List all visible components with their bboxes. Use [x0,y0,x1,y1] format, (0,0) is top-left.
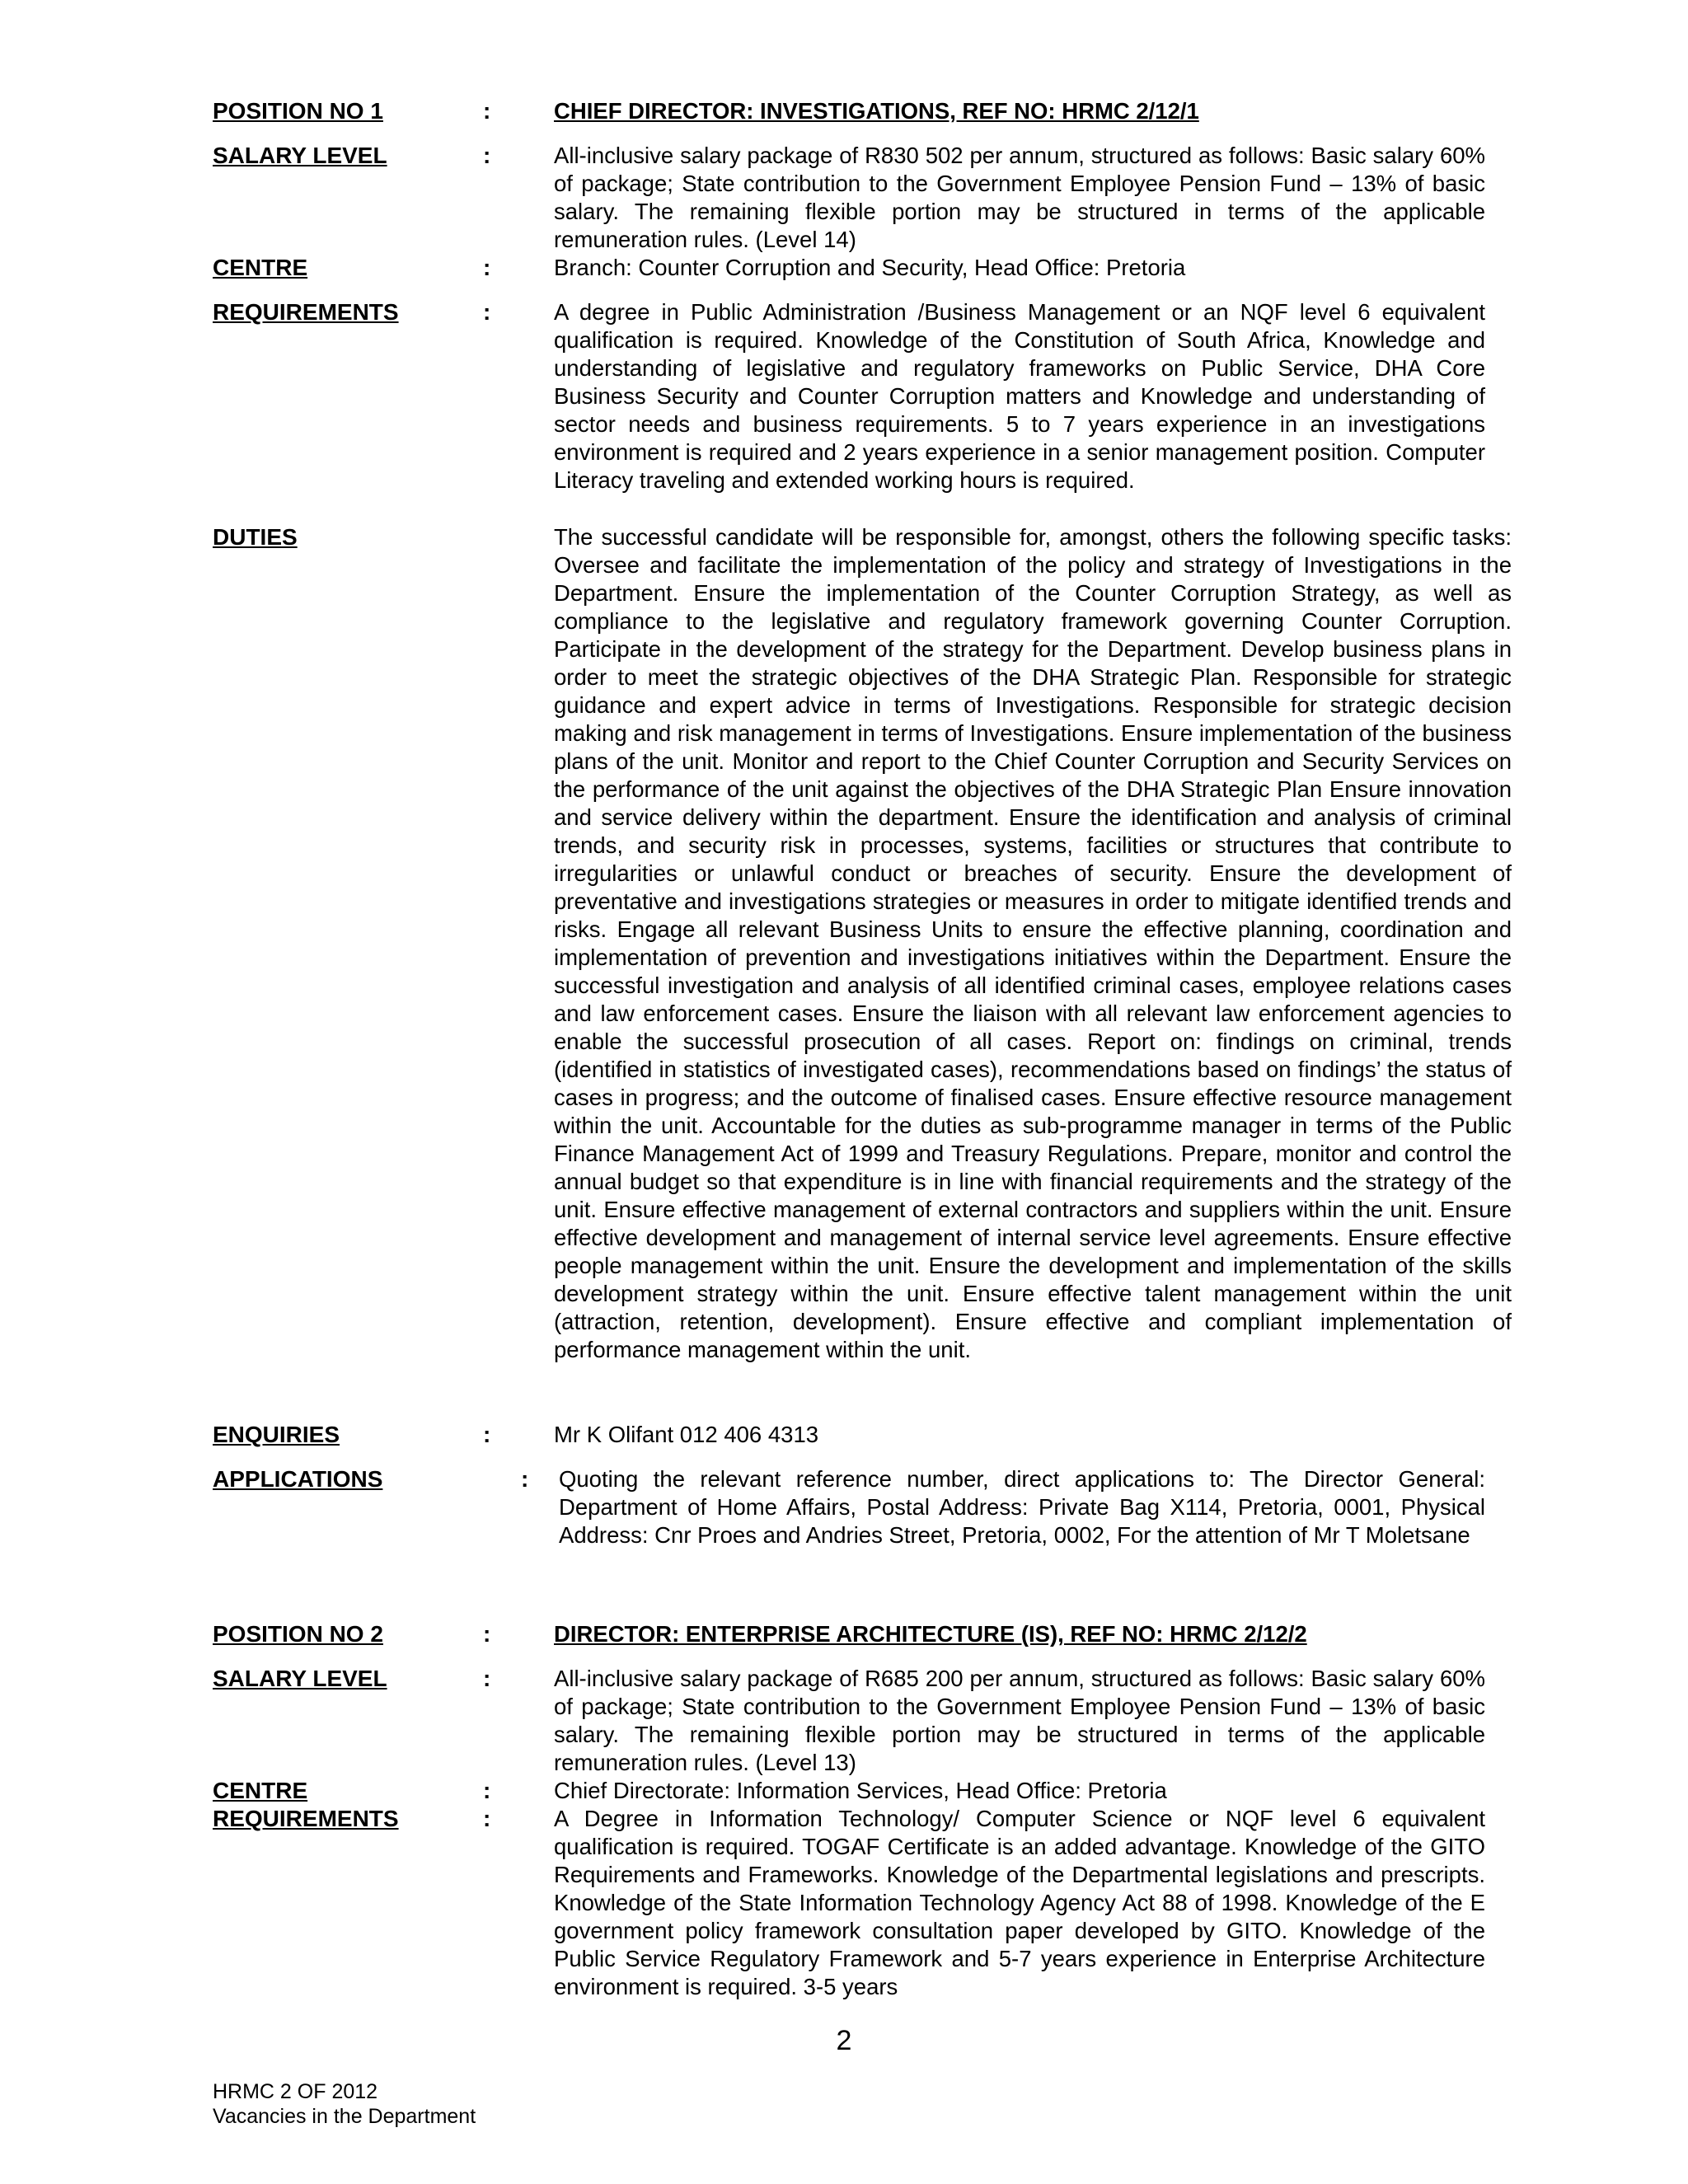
centre-value: Branch: Counter Corruption and Security, Head Office: Pretoria [554,255,1186,280]
position-2-title: DIRECTOR: ENTERPRISE ARCHITECTURE (IS), REF NO: HRMC 2/12/2 [554,1621,1307,1647]
duties-value: The successful candidate will be responsible for, amongst, others the following specific tasks: Oversee and facilitate the implementation of the policy and strategy of Investigations in the Department. Ensure the implementation of the Counter Corruption Strategy, as well as compliance to the legislative and regulatory framework governing Counter Corruption. Participate in the development of the strategy for the Department. Develop business plans in order to meet the strategic objectives of the DHA Strategic Plan. Responsible for strategic guidance and expert advice in terms of Investigations. Responsible for strategic decision making and risk management in terms of Investigations. Ensure implementation of the business plans of the unit. Monitor and report to the Chief Counter Corruption and Security Services on the performance of the unit against the objectives of the DHA Strategic Plan Ensure innovation and service delivery within the department. Ensure the identification and analysis of criminal trends, and security risk in processes, systems, facilities or structures that contribute to irregularities or unlawful conduct or breaches of security. Ensure the development of preventative and investigations strategies or measures in order to mitigate identified trends and risks. Engage all relevant Business Units to ensure the effective planning, coordination and implementation of prevention and investigations initiatives within the Department. Ensure the successful investigation and analysis of all identified criminal cases, employee relations cases and law enforcement cases. Ensure the liaison with all relevant law enforcement agencies to enable the successful prosecution of all cases. Report on: findings on criminal, trends (identified in statistics of investigated cases), recommendations based on findings’ the status of cases in progress; and the outcome of finalised cases. Ensure effective resource management within the unit. Accountable for the duties as sub-programme manager in terms of the Public Finance Management Act of 1999 and Treasury Regulations. Prepare, monitor and control the annual budget so that expenditure is in line with financial requirements and the strategy of the unit. Ensure effective management of external contractors and suppliers within the unit. Ensure effective development and management of internal service level agreements. Ensure effective people management within the unit. Ensure the development and implementation of the skills development strategy within the unit. Ensure effective talent management within the unit (attraction, retention, development). Ensure effective and compliant implementation of performance management within the unit. [554,524,1512,1362]
colon: : [483,143,491,168]
page-number: 2 [836,2025,852,2056]
applications-value: Quoting the relevant reference number, direct applications to: The Director General: Department of Home Affairs, Postal Address: Private Bag X114, Pretoria, 0001, Physical Address: Cnr Proes and Andries Street, Pretoria, 0002, For the attention of Mr T Moletsane [559,1466,1485,1548]
enquiries-value: Mr K Olifant 012 406 4313 [554,1422,819,1447]
footer-line-1: HRMC 2 OF 2012 [213,2080,378,2103]
colon: : [483,1422,491,1447]
salary-level-label: SALARY LEVEL [213,1666,387,1691]
colon: : [483,98,491,124]
requirements-label: REQUIREMENTS [213,299,399,325]
colon: : [483,1621,491,1647]
position-1-title: CHIEF DIRECTOR: INVESTIGATIONS, REF NO: HRMC 2/12/1 [554,98,1199,124]
position-2-label: POSITION NO 2 [213,1621,383,1647]
requirements-value: A Degree in Information Technology/ Computer Science or NQF level 6 equivalent qualification is required. TOGAF Certificate is an added advantage. Knowledge of the GITO Requirements and Frameworks. Knowledge of the Departmental legislations and prescripts. Knowledge of the State Information Technology Agency Act 88 of 1998. Knowledge of the E government policy framework consultation paper developed by GITO. Knowledge of the Public Service Regulatory Framework and 5-7 years experience in Enterprise Architecture environment is required. 3-5 years [554,1806,1485,1999]
footer [213,2079,476,2129]
enquiries-label: ENQUIRIES [213,1422,340,1447]
centre-label: CENTRE [213,255,308,280]
applications-label: APPLICATIONS [213,1466,383,1492]
centre-label: CENTRE [213,1778,308,1803]
colon: : [483,299,491,325]
salary-level-value: All-inclusive salary package of R685 200 per annum, structured as follows: Basic salary 60% of package; State contribution to the Government Employee Pension Fund – 13% of basic salary. The remaining flexible portion may be structured in terms of the applicable remuneration rules. (Level 13) [554,1666,1485,1775]
requirements-value: A degree in Public Administration /Business Management or an NQF level 6 equivalent qualification is required. Knowledge of the Constitution of South Africa, Knowledge and understanding of legislative and regulatory frameworks on Public Service, DHA Core Business Security and Counter Corruption matters and Knowledge and understanding of sector needs and business requirements. 5 to 7 years experience in an investigations environment is required and 2 years experience in a senior management position. Computer Literacy traveling and extended working hours is required. [554,299,1485,493]
salary-level-label: SALARY LEVEL [213,143,387,168]
colon: : [483,1806,491,1831]
centre-value: Chief Directorate: Information Services, Head Office: Pretoria [554,1778,1167,1803]
salary-level-value: All-inclusive salary package of R830 502 per annum, structured as follows: Basic salary 60% of package; State contribution to the Government Employee Pension Fund – 13% of basic salary. The remaining flexible portion may be structured in terms of the applicable remuneration rules. (Level 14) [554,143,1485,252]
requirements-label: REQUIREMENTS [213,1806,399,1831]
colon: : [483,1666,491,1691]
colon: : [483,255,491,280]
colon: : [483,1778,491,1803]
duties-label: DUTIES [213,524,298,550]
footer-line-2: Vacancies in the Department [213,2105,476,2128]
colon: : [521,1466,529,1492]
position-1-label: POSITION NO 1 [213,98,383,124]
